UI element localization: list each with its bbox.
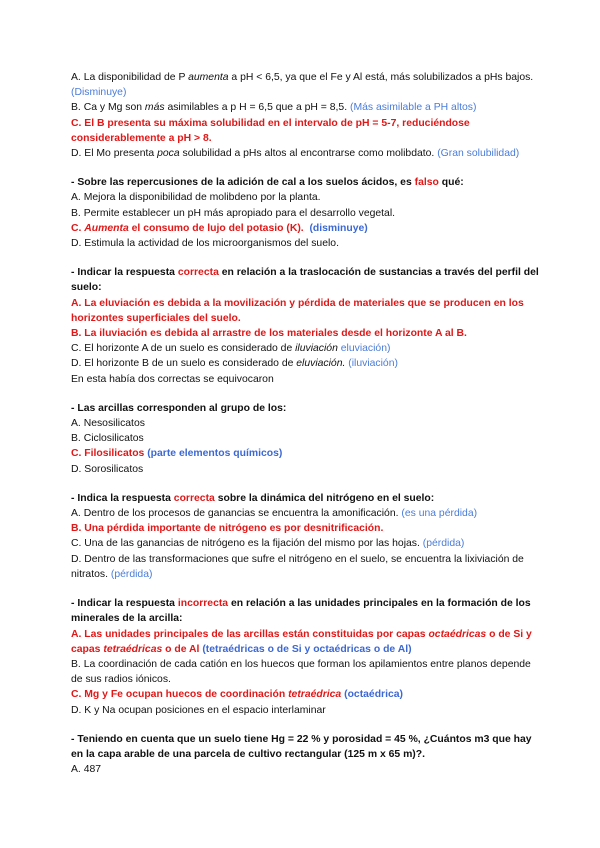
q5-option-c: C. Una de las ganancias de nitrógeno es la fijación del mismo por las hojas. (pérdida) — [71, 538, 465, 550]
q4-prompt: - Las arcillas corresponden al grupo de los: — [71, 402, 287, 414]
q3-option-d: D. El horizonte B de un suelo es considerado de eluviación. (iluviación) — [71, 358, 398, 370]
q6-option-c-note: (octaédrica) — [344, 689, 404, 701]
q5-keyword: correcta — [173, 492, 215, 504]
q1-option-c-answer: C. El B presenta su máxima solubilidad en el intervalo de pH = 5-7, reduciéndose considerablemente a pH > 8. — [71, 117, 470, 144]
q7-prompt: - Teniendo en cuenta que un suelo tiene Hg = 22 % y porosidad = 45 %, ¿Cuántos m3 que hay en la capa arable de una parcela de cultivo rectangular (125 m x 65 m)?. — [71, 733, 532, 760]
q4-option-a: A. Nesosilicatos — [71, 418, 145, 430]
q6-option-c-answer: C. Mg y Fe ocupan huecos de coordinación tetraédrica (octaédrica) — [71, 689, 404, 701]
q3-option-c-note: eluviación) — [340, 343, 391, 355]
q3-remark: En esta había dos correctas se equivocaron — [71, 373, 274, 385]
document-content — [71, 70, 541, 777]
q2-option-c-answer: C. Aumenta el consumo de lujo del potasio (K). (disminuye) — [71, 222, 368, 234]
q3-keyword: correcta — [177, 267, 219, 279]
q4-option-c-answer: C. Filosilicatos (parte elementos químicos) — [71, 448, 283, 460]
q1-option-b-note: (Más asimilable a PH altos) — [349, 102, 477, 114]
q1-option-a-note: (Disminuye) — [71, 87, 127, 99]
q5-prompt: - Indica la respuesta correcta sobre la dinámica del nitrógeno en el suelo: — [71, 492, 435, 504]
q5-option-d-note: (pérdida) — [110, 568, 153, 580]
q5-option-a-note: (es una pérdida) — [401, 508, 478, 520]
q4-option-d: D. Sorosilicatos — [71, 463, 144, 475]
q5-option-d: D. Dentro de las transformaciones que sufre el nitrógeno en el suelo, se encuentra la lixiviación de nitratos. (pérdida) — [71, 553, 524, 580]
q4-option-b: B. Ciclosilicatos — [71, 433, 144, 445]
q3-option-a-answer: A. La eluviación es debida a la movilización y pérdida de materiales que se producen en los horizontes superficiales del suelo. — [71, 297, 524, 324]
q1-option-d: D. El Mo presenta poca solubilidad a pHs altos al encontrarse como molibdato. (Gran solubilidad) — [71, 148, 520, 160]
q6-option-d: D. K y Na ocupan posiciones en el espacio interlaminar — [71, 704, 326, 716]
q5-option-b-answer: B. Una pérdida importante de nitrógeno es por desnitrificación. — [71, 523, 384, 535]
q1-option-d-note: (Gran solubilidad) — [437, 148, 520, 160]
q5-option-c-note: (pérdida) — [422, 538, 465, 550]
q5-option-a: A. Dentro de los procesos de ganancias se encuentra la amonificación. (es una pérdida) — [71, 508, 478, 520]
q6-keyword: incorrecta — [177, 598, 229, 610]
q3-option-d-note: (iluviación) — [348, 358, 398, 370]
q6-option-a-answer: A. Las unidades principales de las arcillas están constituidas por capas octaédricas o de Si y capas tetraédricas o de Al (tetraédricas o de Si y octaédricas o de Al) — [71, 628, 532, 655]
q7-option-a: A. 487 — [71, 764, 102, 776]
q1-option-a: A. La disponibilidad de P aumenta a pH < 6,5, ya que el Fe y Al está, más solubilizados a pHs bajos. (Disminuye) — [71, 72, 534, 99]
q2-keyword: falso — [414, 177, 439, 189]
q2-option-d: D. Estimula la actividad de los microorganismos del suelo. — [71, 238, 339, 250]
q6-prompt: - Indicar la respuesta incorrecta en relación a las unidades principales en la formación de los minerales de la arcilla: — [71, 598, 531, 625]
q1-option-b: B. Ca y Mg son más asimilables a p H = 6,5 que a pH = 8,5. (Más asimilable a PH altos) — [71, 102, 477, 114]
q2-option-b: B. Permite establecer un pH más apropiado para el desarrollo vegetal. — [71, 207, 396, 219]
q4-option-c-note: (parte elementos químicos) — [147, 448, 283, 460]
q3-prompt: - Indicar la respuesta correcta en relación a la traslocación de sustancias a través del perfil del suelo: — [71, 267, 539, 294]
q2-option-a: A. Mejora la disponibilidad de molibdeno por la planta. — [71, 192, 321, 204]
q6-option-b: B. La coordinación de cada catión en los huecos que forman los apilamientos entre planos depende de sus radios iónicos. — [71, 658, 531, 686]
q2-option-c-note: (disminuye) — [309, 222, 368, 234]
q3-option-b-answer: B. La iluviación es debida al arrastre de los materiales desde el horizonte A al B. — [71, 328, 467, 340]
q2-prompt: - Sobre las repercusiones de la adición de cal a los suelos ácidos, es falso qué: — [71, 177, 464, 189]
q6-option-a-note: (tetraédricas o de Si y octaédricas o de Al) — [202, 643, 412, 655]
q3-option-c: C. El horizonte A de un suelo es considerado de iluviación eluviación) — [71, 343, 391, 355]
